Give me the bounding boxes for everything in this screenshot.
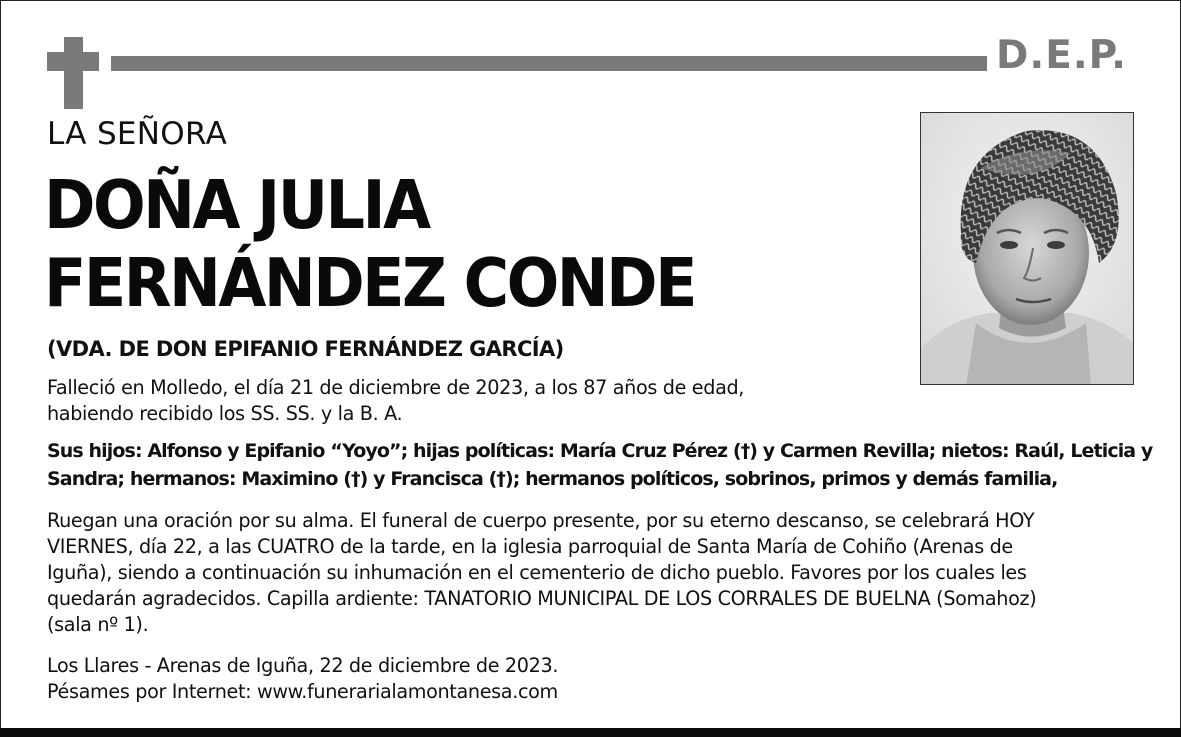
funeral-line-1: Ruegan una oración por su alma. El funeral de cuerpo presente, por su eterno descanso, se celebrará HOY	[47, 509, 1035, 532]
funeral-line-2: VIERNES, día 22, a las CUATRO de la tarde, en la iglesia parroquial de Santa María de Cohiño (Arenas de	[47, 535, 1013, 558]
family-line-2: Sandra; hermanos: Maximino (†) y Francisca (†); hermanos políticos, sobrinos, primos y demás familia,	[47, 468, 1058, 490]
widow-of-text: (VDA. DE DON EPIFANIO FERNÁNDEZ GARCÍA)	[47, 337, 564, 361]
family-line-1: Sus hijos: Alfonso y Epifanio “Yoyo”; hijas políticas: María Cruz Pérez (†) y Carmen Revilla; nietos: Raúl, Leticia y	[47, 440, 1153, 462]
funeral-line-3: Iguña), siendo a continuación su inhumación en el cementerio de dicho pueblo. Favores por los cuales les	[47, 561, 1027, 584]
cross-icon-arm	[47, 52, 99, 71]
portrait-photo	[920, 112, 1134, 385]
funeral-line-4: quedarán agradecidos. Capilla ardiente: TANATORIO MUNICIPAL DE LOS CORRALES DE BUELNA (Somahoz)	[47, 587, 1037, 610]
funeral-line-5: (sala nº 1).	[47, 613, 149, 636]
deceased-name-line1: DOÑA JULIA	[44, 165, 429, 245]
header-rule	[111, 56, 987, 71]
cross-icon	[64, 37, 83, 109]
intro-text: LA SEÑORA	[47, 116, 228, 152]
place-date: Los Llares - Arenas de Iguña, 22 de diciembre de 2023.	[47, 654, 559, 677]
portrait-image	[921, 113, 1134, 385]
death-line-2: habiendo recibido los SS. SS. y la B. A.	[47, 402, 403, 425]
death-line-1: Falleció en Molledo, el día 21 de diciembre de 2023, a los 87 años de edad,	[47, 376, 745, 399]
bottom-border	[0, 728, 1181, 737]
dep-label: D.E.P.	[996, 33, 1127, 78]
condolences-url: Pésames por Internet: www.funerarialamontanesa.com	[47, 680, 558, 703]
deceased-name-line2: FERNÁNDEZ CONDE	[44, 243, 695, 323]
